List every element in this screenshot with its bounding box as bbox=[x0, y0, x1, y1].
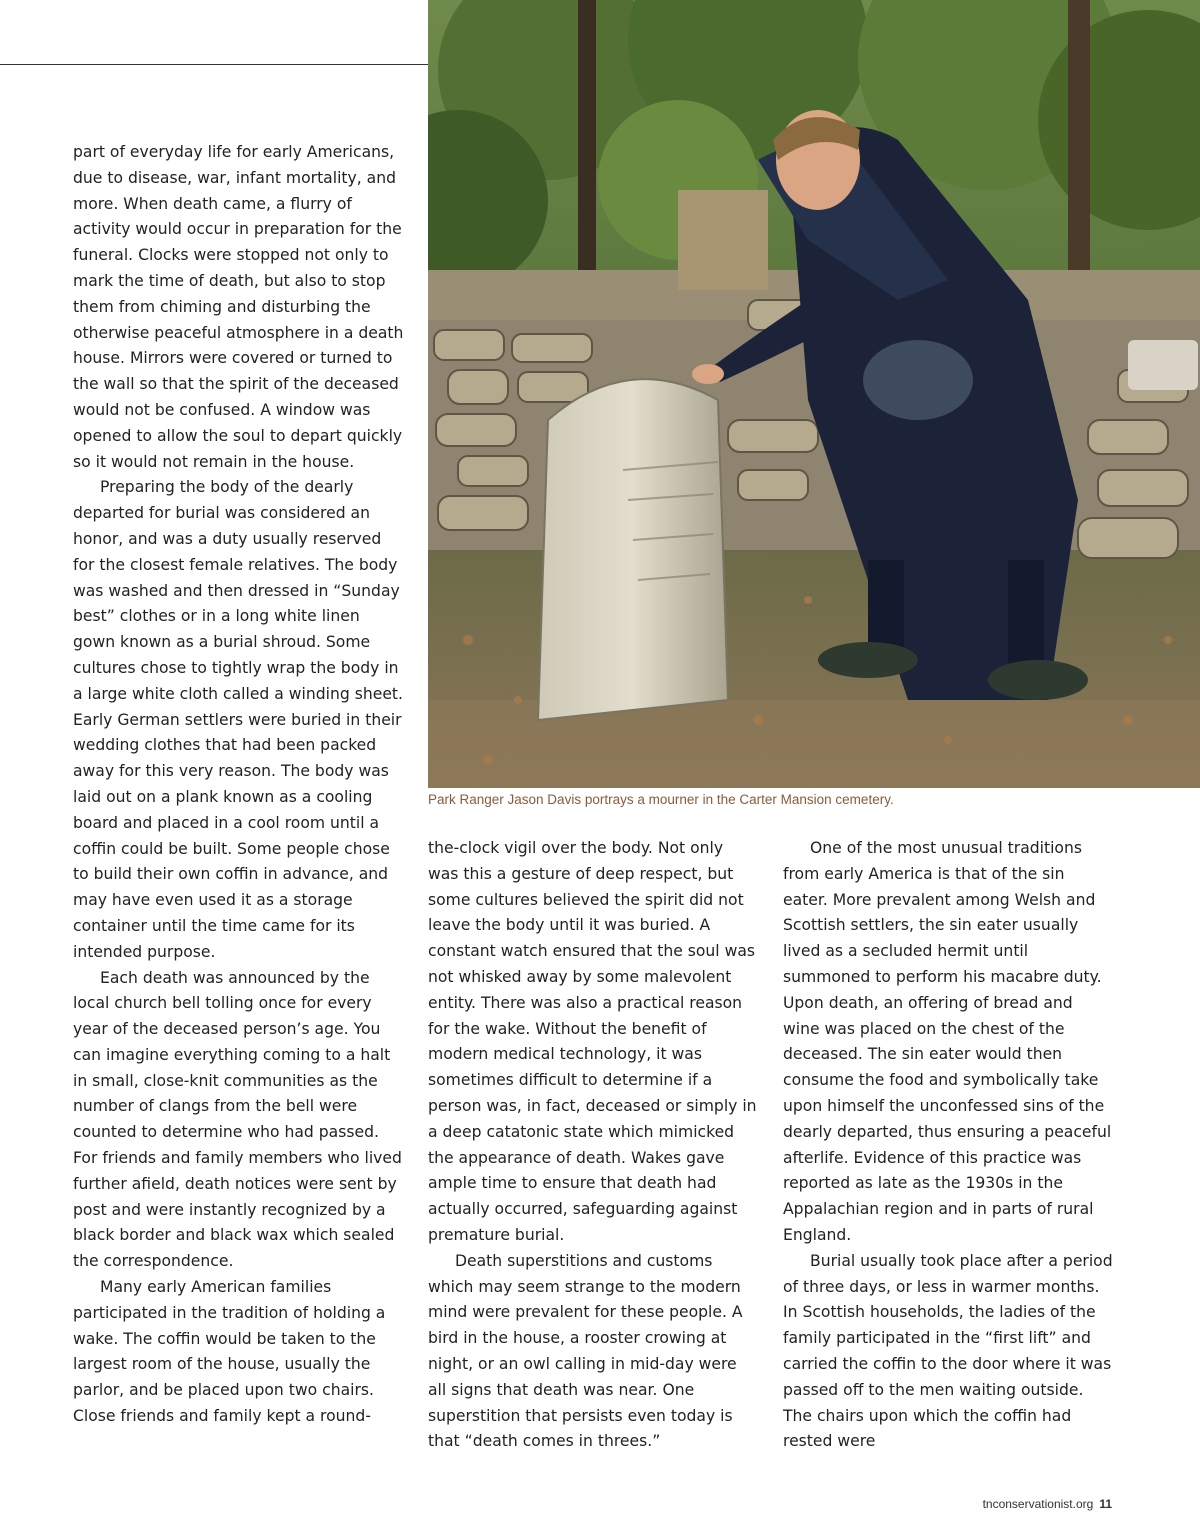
paragraph: Burial usually took place after a period of three days, or less in warmer months. In Scottish households, the ladies of the family participated in the “first lift” and carried the coffin to the door where it was passed off to the men waiting outside. The chairs upon which the coffin had rested were bbox=[783, 1251, 1113, 1451]
paragraph: Preparing the body of the dearly departed for burial was considered an honor, and was a duty usually reserved for the closest female relatives. The body was washed and then dressed in “Sunday best” clothes or in a long white linen gown known as a burial shroud. Some cultures chose to tightly wrap the body in a large white cloth called a winding sheet. Early German settlers were buried in their wedding clothes that had been packed away for this very reason. The body was laid out on a plank known as a cooling board and placed in a cool room until a coffin could be built. Some people chose to build their own coffin in advance, and may have even used it as a storage container until the time came for its intended purpose. bbox=[73, 478, 403, 961]
top-rule bbox=[0, 64, 428, 65]
article-column-1 bbox=[73, 140, 405, 1430]
paragraph: Each death was announced by the local church bell tolling once for every year of the deceased person’s age. You can imagine everything coming to a halt in small, close-knit communities as the number of clangs from the bell were counted to determine who had passed. For friends and family members who lived further afield, death notices were sent by post and were instantly recognized by a black border and black wax which sealed the correspondence. bbox=[73, 968, 402, 1271]
site-url: tnconservationist.org bbox=[982, 1497, 1094, 1511]
photo-caption: Park Ranger Jason Davis portrays a mourner in the Carter Mansion cemetery. bbox=[428, 792, 894, 807]
cemetery-photo bbox=[428, 0, 1200, 788]
page-footer bbox=[983, 1497, 1112, 1511]
article-column-3 bbox=[783, 836, 1113, 1455]
article-column-2 bbox=[428, 836, 758, 1455]
paragraph: part of everyday life for early Americans, due to disease, war, infant mortality, and more. When death came, a flurry of activity would occur in preparation for the funeral. Clocks were stopped not only to mark the time of death, but also to stop them from chiming and disturbing the otherwise peaceful atmosphere in a death house. Mirrors were covered or turned to the wall so that the spirit of the deceased would not be confused. A window was opened to allow the soul to depart quickly so it would not remain in the house. bbox=[73, 143, 404, 471]
paragraph: Many early American families participated in the tradition of holding a wake. The coffin would be taken to the largest room of the house, usually the parlor, and be placed upon two chairs. Close friends and family kept a round- bbox=[73, 1278, 386, 1426]
paragraph: Death superstitions and customs which may seem strange to the modern mind were prevalent for these people. A bird in the house, a rooster crowing at night, or an owl calling in mid-day were all signs that death was near. One superstition that persists even today is that “death comes in threes.” bbox=[428, 1251, 743, 1451]
paragraph: the-clock vigil over the body. Not only was this a gesture of deep respect, but some cultures believed the spirit did not leave the body until it was buried. A constant watch ensured that the soul was not whisked away by some malevolent entity. There was also a practical reason for the wake. Without the benefit of modern medical technology, it was sometimes difficult to determine if a person was, in fact, deceased or simply in a deep catatonic state which mimicked the appearance of death. Wakes gave ample time to ensure that death had actually occurred, safeguarding against premature burial. bbox=[428, 839, 757, 1244]
paragraph: One of the most unusual traditions from early America is that of the sin eater. More prevalent among Welsh and Scottish settlers, the sin eater usually lived as a secluded hermit until summoned to perform his macabre duty. Upon death, an offering of bread and wine was placed on the chest of the deceased. The sin eater would then consume the food and symbolically take upon himself the unconfessed sins of the dearly departed, thus ensuring a peaceful afterlife. Evidence of this practice was reported as late as the 1930s in the Appalachian region and in parts of rural England. bbox=[783, 839, 1112, 1244]
page-number: 11 bbox=[1099, 1497, 1112, 1511]
